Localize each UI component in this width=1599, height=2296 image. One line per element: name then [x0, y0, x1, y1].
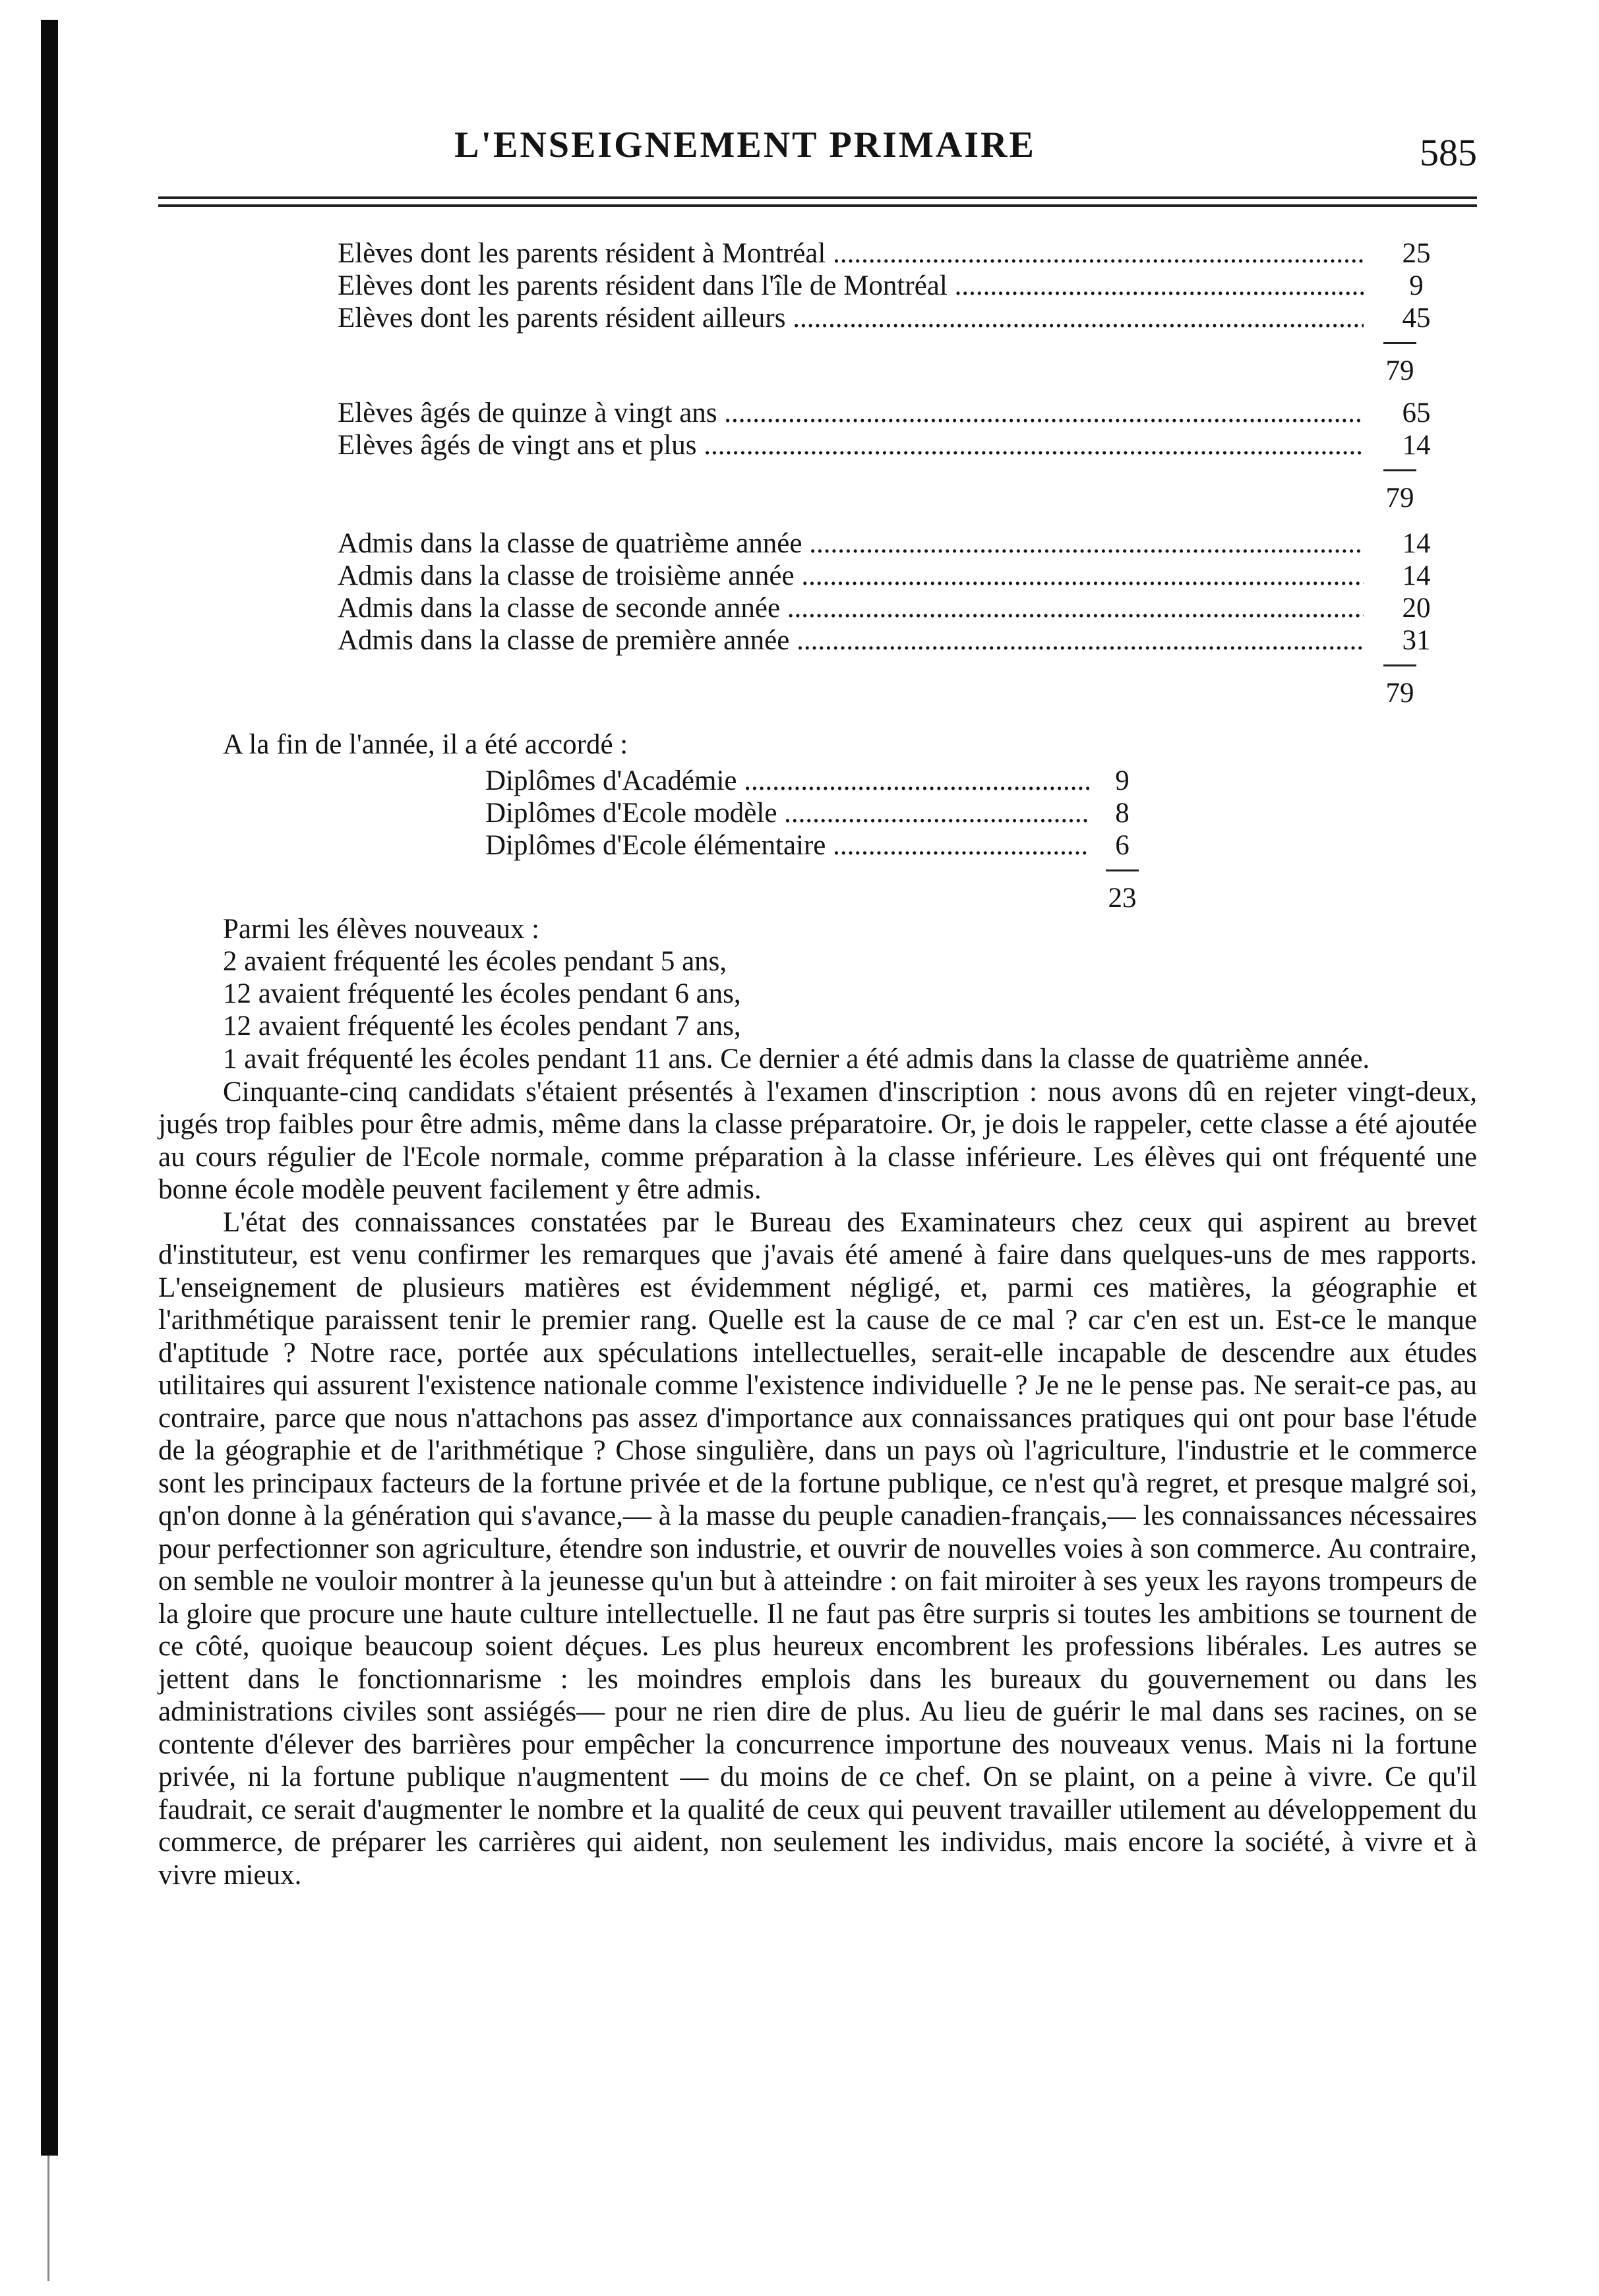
header-rule-top: [158, 196, 1477, 199]
nouveaux-line: 2 avaient fréquenté les écoles pendant 5 ans,: [223, 946, 727, 977]
sum-rule: [338, 657, 1469, 675]
stat-value: 20: [1402, 593, 1431, 624]
diploma-label: Diplômes d'Ecole modèle .....: [485, 797, 1089, 829]
header-rule-bottom: [158, 204, 1477, 207]
stat-row: [338, 429, 1469, 461]
stat-total: 79: [1385, 483, 1414, 514]
sum-rule: [485, 862, 1343, 880]
diploma-value: 9: [1115, 765, 1130, 796]
nouveaux-line: 12 avaient fréquenté les écoles pendant 7 ans,: [223, 1011, 741, 1042]
stat-row: [338, 624, 1469, 657]
binding-edge-tail: [47, 2156, 49, 2281]
diploma-value: 6: [1115, 830, 1130, 861]
stat-row: [338, 237, 1469, 270]
diploma-row: [485, 829, 1343, 862]
stat-row: [338, 397, 1469, 429]
diploma-row: [485, 797, 1343, 829]
stat-label: Admis dans la classe de seconde année .....: [338, 592, 1364, 624]
stat-label: Admis dans la classe de première année .....: [338, 624, 1364, 657]
diploma-label: Diplômes d'Académie .....: [485, 765, 1089, 797]
sum-rule: [338, 334, 1469, 353]
diploma-row: [485, 765, 1343, 797]
stat-row: [338, 592, 1469, 624]
stat-value: 9: [1409, 270, 1424, 301]
stat-label: Elèves dont les parents résident dans l'île de Montréal .....: [338, 270, 1364, 302]
nouveaux-list: [223, 913, 741, 1042]
stat-label: Admis dans la classe de troisième année .....: [338, 560, 1364, 592]
diplomas-intro: A la fin de l'année, il a été accordé :: [223, 729, 628, 760]
running-title: L'ENSEIGNEMENT PRIMAIRE: [454, 125, 1036, 165]
stat-value: 25: [1402, 238, 1431, 269]
stat-value: 14: [1402, 560, 1431, 591]
stat-row: [338, 270, 1469, 302]
body-text: [158, 1043, 1477, 1891]
diploma-label: Diplômes d'Ecole élémentaire .....: [485, 829, 1089, 862]
stat-label: Elèves âgés de quinze à vingt ans .....: [338, 397, 1364, 429]
running-header: [158, 117, 1477, 177]
page: [158, 0, 1477, 2296]
diploma-value: 8: [1115, 798, 1130, 829]
stat-value: 45: [1402, 303, 1431, 334]
stat-label: Elèves dont les parents résident ailleurs .....: [338, 302, 1364, 334]
diploma-total: 23: [1108, 883, 1137, 914]
nouveaux-intro: Parmi les élèves nouveaux :: [223, 914, 540, 945]
page-number: 585: [1420, 131, 1477, 174]
stat-label: Admis dans la classe de quatrième année .....: [338, 527, 1364, 560]
stat-row: [338, 560, 1469, 592]
paragraph: Cinquante-cinq candidats s'étaient présentés à l'examen d'inscription : nous avons dû en rejeter vingt-deux, jugés trop faibles pour être admis, même dans la classe préparatoire. Or, je dois le rappeler, cette classe a été ajoutée au cours régulier de l'Ecole normale, comme préparation à la classe inférieure. Les élèves qui ont fréquenté une bonne école modèle peuvent facilement y être admis.: [158, 1076, 1477, 1205]
paragraph: L'état des connaissances constatées par le Bureau des Examinateurs chez ceux qui aspirent au brevet d'instituteur, est venu confirmer les remarques que j'avais été amené à faire dans quelques-uns de mes rapports. L'enseignement de plusieurs matières est évidemment négligé, et, parmi ces matières, la géographie et l'arithmétique paraissent tenir le premier rang. Quelle est la cause de ce mal ? car c'en est un. Est-ce le manque d'aptitude ? Notre race, portée aux spéculations intellectuelles, serait-elle incapable de descendre aux études utilitaires qui assurent l'existence nationale comme l'existence individuelle ? Je ne le pense pas. Ne serait-ce pas, au contraire, parce que nous n'attachons pas assez d'importance aux connaissances pratiques qui ont pour base l'étude de la géographie et de l'arithmétique ? Chose singulière, dans un pays où l'agriculture, l'industrie et le commerce sont les principaux facteurs de la fortune privée et de la fortune publique, ce n'est qu'à regret, et presque malgré soi, qn'on donne à la génération qui s'avance,— à la masse du peuple canadien-français,— les connaissances nécessaires pour perfectionner son agriculture, étendre son industrie, et ouvrir de nouvelles voies à son commerce. Au contraire, on semble ne vouloir montrer à la jeunesse qu'un but à atteindre : on fait miroiter à ses yeux les rayons trompeurs de la gloire que procure une haute culture intellectuelle. Il ne faut pas être surpris si toutes les ambitions se tournent de ce côté, quoique beaucoup soient déçues. Les plus heureux encombrent les professions libérales. Les autres se jettent dans le fonctionnarisme : les moindres emplois dans les bureaux du gouvernement ou dans les administrations civiles sont assiégés— pour ne rien dire de plus. Au lieu de guérir le mal dans ses racines, on se contente d'élever des barrières pour empêcher la concurrence importune des nouveaux venus. Mais ni la fortune privée, ni la fortune publique n'augmentent — du moins de ce chef. On se plaint, on a peine à vivre. Ce qu'il faudrait, ce serait d'augmenter le nombre et la qualité de ceux qui peuvent travailler utilement au développement du commerce, de préparer les carrières qui aident, non seulement les individus, mais encore la société, à vivre et à vivre mieux.: [158, 1206, 1477, 1891]
stat-row: [338, 527, 1469, 560]
stat-value: 14: [1402, 528, 1431, 559]
stat-label: Elèves dont les parents résident à Montréal .....: [338, 237, 1364, 270]
nouveaux-line: 12 avaient fréquenté les écoles pendant 6 ans,: [223, 978, 741, 1009]
stat-total: 79: [1385, 355, 1414, 386]
paragraph: 1 avait fréquenté les écoles pendant 11 ans. Ce dernier a été admis dans la classe de quatrième année.: [223, 1044, 1370, 1074]
stat-row: [338, 302, 1469, 334]
stats-age: [338, 397, 1469, 514]
stats-parents: [338, 237, 1469, 387]
binding-edge: [41, 20, 58, 2156]
stat-value: 14: [1402, 430, 1431, 461]
stat-total: 79: [1385, 678, 1414, 709]
stat-label: Elèves âgés de vingt ans et plus .....: [338, 429, 1364, 461]
stat-value: 31: [1402, 625, 1431, 656]
sum-rule: [338, 461, 1469, 480]
stats-classes: [338, 527, 1469, 709]
stat-value: 65: [1402, 397, 1431, 428]
diplomas-list: [485, 765, 1343, 914]
